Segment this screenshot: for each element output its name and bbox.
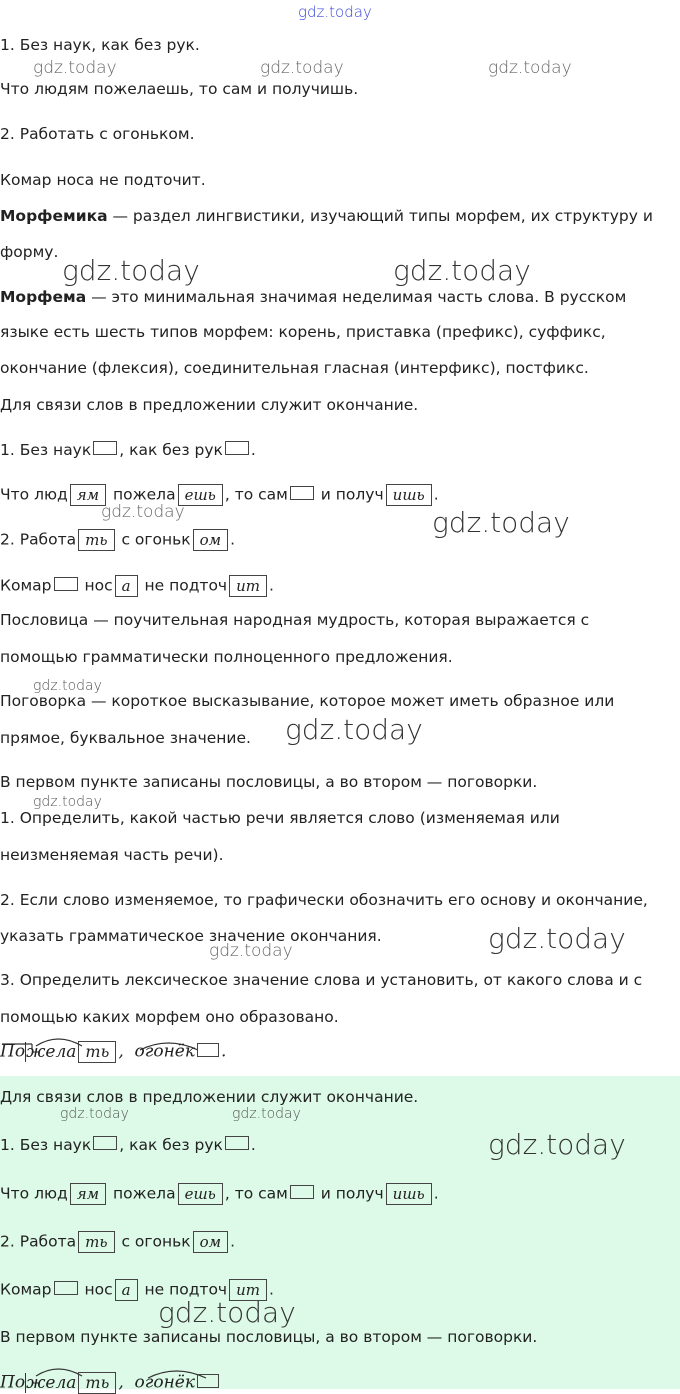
root: жела <box>26 1041 77 1062</box>
answer-line: В первом пункте записаны пословицы, а во втором — поговорки. <box>0 1328 538 1346</box>
answer-line: Для связи слов в предложении служит окончание. <box>0 1088 419 1106</box>
comma: , <box>118 1372 124 1393</box>
ending-box: ешь <box>178 1183 223 1205</box>
watermark: gdz.today <box>158 1296 296 1329</box>
definition-line: прямое, буквальное значение. <box>0 729 251 747</box>
definition-line: помощью грамматически полноценного предложения. <box>0 648 453 666</box>
ending-box: а <box>115 575 138 597</box>
text: Комар <box>0 1280 52 1299</box>
sentence-1 <box>0 440 256 460</box>
definition-text: — это минимальная значимая неделимая часть слова. В русском <box>86 288 627 306</box>
ending-box: ть <box>78 1041 116 1063</box>
text: , то сам <box>224 1184 288 1203</box>
text: и получ <box>315 485 384 504</box>
ending-box: ть <box>78 529 114 551</box>
ending-box: а <box>115 1279 138 1301</box>
answer-line: В первом пункте записаны пословицы, а во втором — поговорки. <box>0 773 538 791</box>
step-line: 2. Если слово изменяемое, то графически обозначить его основу и окончание, <box>0 891 648 909</box>
watermark: gdz.today <box>285 713 423 746</box>
text: Что люд <box>0 1184 68 1203</box>
step-line: неизменяемая часть речи). <box>0 846 224 864</box>
step-line: указать грамматическое значение окончания. <box>0 927 382 945</box>
sentence-1 <box>0 1135 256 1155</box>
text: не подточ <box>139 1280 228 1299</box>
text: . <box>433 1184 439 1203</box>
watermark: gdz.today <box>488 1128 626 1161</box>
text: , то сам <box>224 485 288 504</box>
ending-box: ям <box>70 484 106 506</box>
watermark: gdz.today <box>60 1106 129 1122</box>
watermark: gdz.today <box>432 506 570 539</box>
text: Комар <box>0 576 52 595</box>
saying-line: Комар носа не подточит. <box>0 171 206 189</box>
watermark: gdz.today <box>488 922 626 955</box>
ending-box-empty <box>54 577 78 591</box>
step-line: помощью каких морфем оно образовано. <box>0 1008 339 1026</box>
sentence-2 <box>0 1183 439 1205</box>
text: , как без рук <box>119 1136 223 1154</box>
sentence-2 <box>0 484 439 506</box>
definition-line: форму. <box>0 243 59 261</box>
ending-box-empty <box>93 1136 117 1150</box>
ending-box: ом <box>193 529 228 551</box>
sentence-3 <box>0 529 235 551</box>
term-morpheme: Морфема <box>0 288 87 306</box>
text: , как без рук <box>119 441 223 459</box>
term-morphemics: Морфемика <box>0 207 108 225</box>
definition-text: — раздел лингвистики, изучающий типы морфем, их структуру и <box>107 207 653 225</box>
root: жела <box>26 1372 77 1393</box>
ending-box-empty <box>290 486 314 500</box>
sentence-4 <box>0 1279 274 1301</box>
proverb-line: 1. Без наук, как без рук. <box>0 36 200 54</box>
watermark: gdz.today <box>209 941 293 961</box>
text: . <box>230 1232 236 1251</box>
definition-line: Пословица — поучительная народная мудрость, которая выражается с <box>0 611 590 629</box>
text: нос <box>79 576 113 595</box>
ending-box: ишь <box>386 1183 432 1205</box>
step-line: 3. Определить лексическое значение слова и установить, от какого слова и с <box>0 971 643 989</box>
step-line: 1. Определить, какой частью речи является слово (изменяемая или <box>0 809 560 827</box>
text: нос <box>79 1280 113 1299</box>
watermark: gdz.today <box>260 58 344 78</box>
ending-box-empty <box>93 441 117 455</box>
text: не подточ <box>139 576 228 595</box>
text: Что люд <box>0 485 68 504</box>
text: . <box>268 1280 274 1299</box>
morpheme-parse <box>0 1372 221 1394</box>
watermark: gdz.today <box>393 254 531 287</box>
ending-box-empty <box>54 1281 78 1295</box>
text: 2. Работа <box>0 1232 77 1251</box>
text: . <box>250 441 256 459</box>
comma: , <box>118 1041 124 1062</box>
sentence-3 <box>0 1231 235 1253</box>
text: 2. Работа <box>0 530 77 549</box>
saying-line: 2. Работать с огоньком. <box>0 125 195 143</box>
text: с огоньк <box>116 530 191 549</box>
ending-box: ит <box>229 575 267 597</box>
period: . <box>221 1041 227 1062</box>
proverb-line: Что людям пожелаешь, то сам и получишь. <box>0 80 359 98</box>
definition-morphemics <box>0 206 653 226</box>
text: и получ <box>315 1184 384 1203</box>
definition-line: окончание (флексия), соединительная гласная (интерфикс), постфикс. <box>0 359 589 377</box>
morpheme-parse <box>0 1041 226 1063</box>
prefix: По <box>0 1041 26 1062</box>
ending-box: ешь <box>178 484 223 506</box>
answer-line: Для связи слов в предложении служит окончание. <box>0 396 419 414</box>
watermark: gdz.today <box>33 794 102 810</box>
root: огонёк <box>134 1372 196 1393</box>
text: с огоньк <box>116 1232 191 1251</box>
ending-box: ть <box>78 1231 114 1253</box>
watermark: gdz.today <box>62 254 200 287</box>
watermark: gdz.today <box>33 678 102 694</box>
ending-box: ишь <box>386 484 432 506</box>
ending-box: ям <box>70 1183 106 1205</box>
ending-box-empty <box>225 1136 249 1150</box>
definition-morpheme <box>0 287 626 307</box>
text: 1. Без наук <box>0 441 92 459</box>
ending-box: ом <box>193 1231 228 1253</box>
watermark: gdz.today <box>298 3 372 21</box>
text: пожела <box>108 1184 176 1203</box>
sentence-4 <box>0 575 274 597</box>
text: 1. Без наук <box>0 1136 92 1154</box>
prefix: По <box>0 1372 26 1393</box>
text: . <box>230 530 236 549</box>
ending-box-empty <box>225 441 249 455</box>
ending-box-empty <box>197 1374 219 1388</box>
definition-line: Поговорка — короткое высказывание, которое может иметь образное или <box>0 692 615 710</box>
text: пожела <box>108 485 176 504</box>
ending-box-empty <box>290 1185 314 1199</box>
ending-box: ит <box>229 1279 267 1301</box>
text: . <box>433 485 439 504</box>
text: . <box>268 576 274 595</box>
watermark: gdz.today <box>488 58 572 78</box>
watermark: gdz.today <box>232 1106 301 1122</box>
root: огонёк <box>134 1041 196 1062</box>
ending-box-empty <box>197 1043 219 1057</box>
watermark: gdz.today <box>101 502 185 522</box>
text: . <box>250 1136 256 1154</box>
watermark: gdz.today <box>33 58 117 78</box>
definition-line: языке есть шесть типов морфем: корень, приставка (префикс), суффикс, <box>0 323 606 341</box>
ending-box: ть <box>78 1372 116 1394</box>
